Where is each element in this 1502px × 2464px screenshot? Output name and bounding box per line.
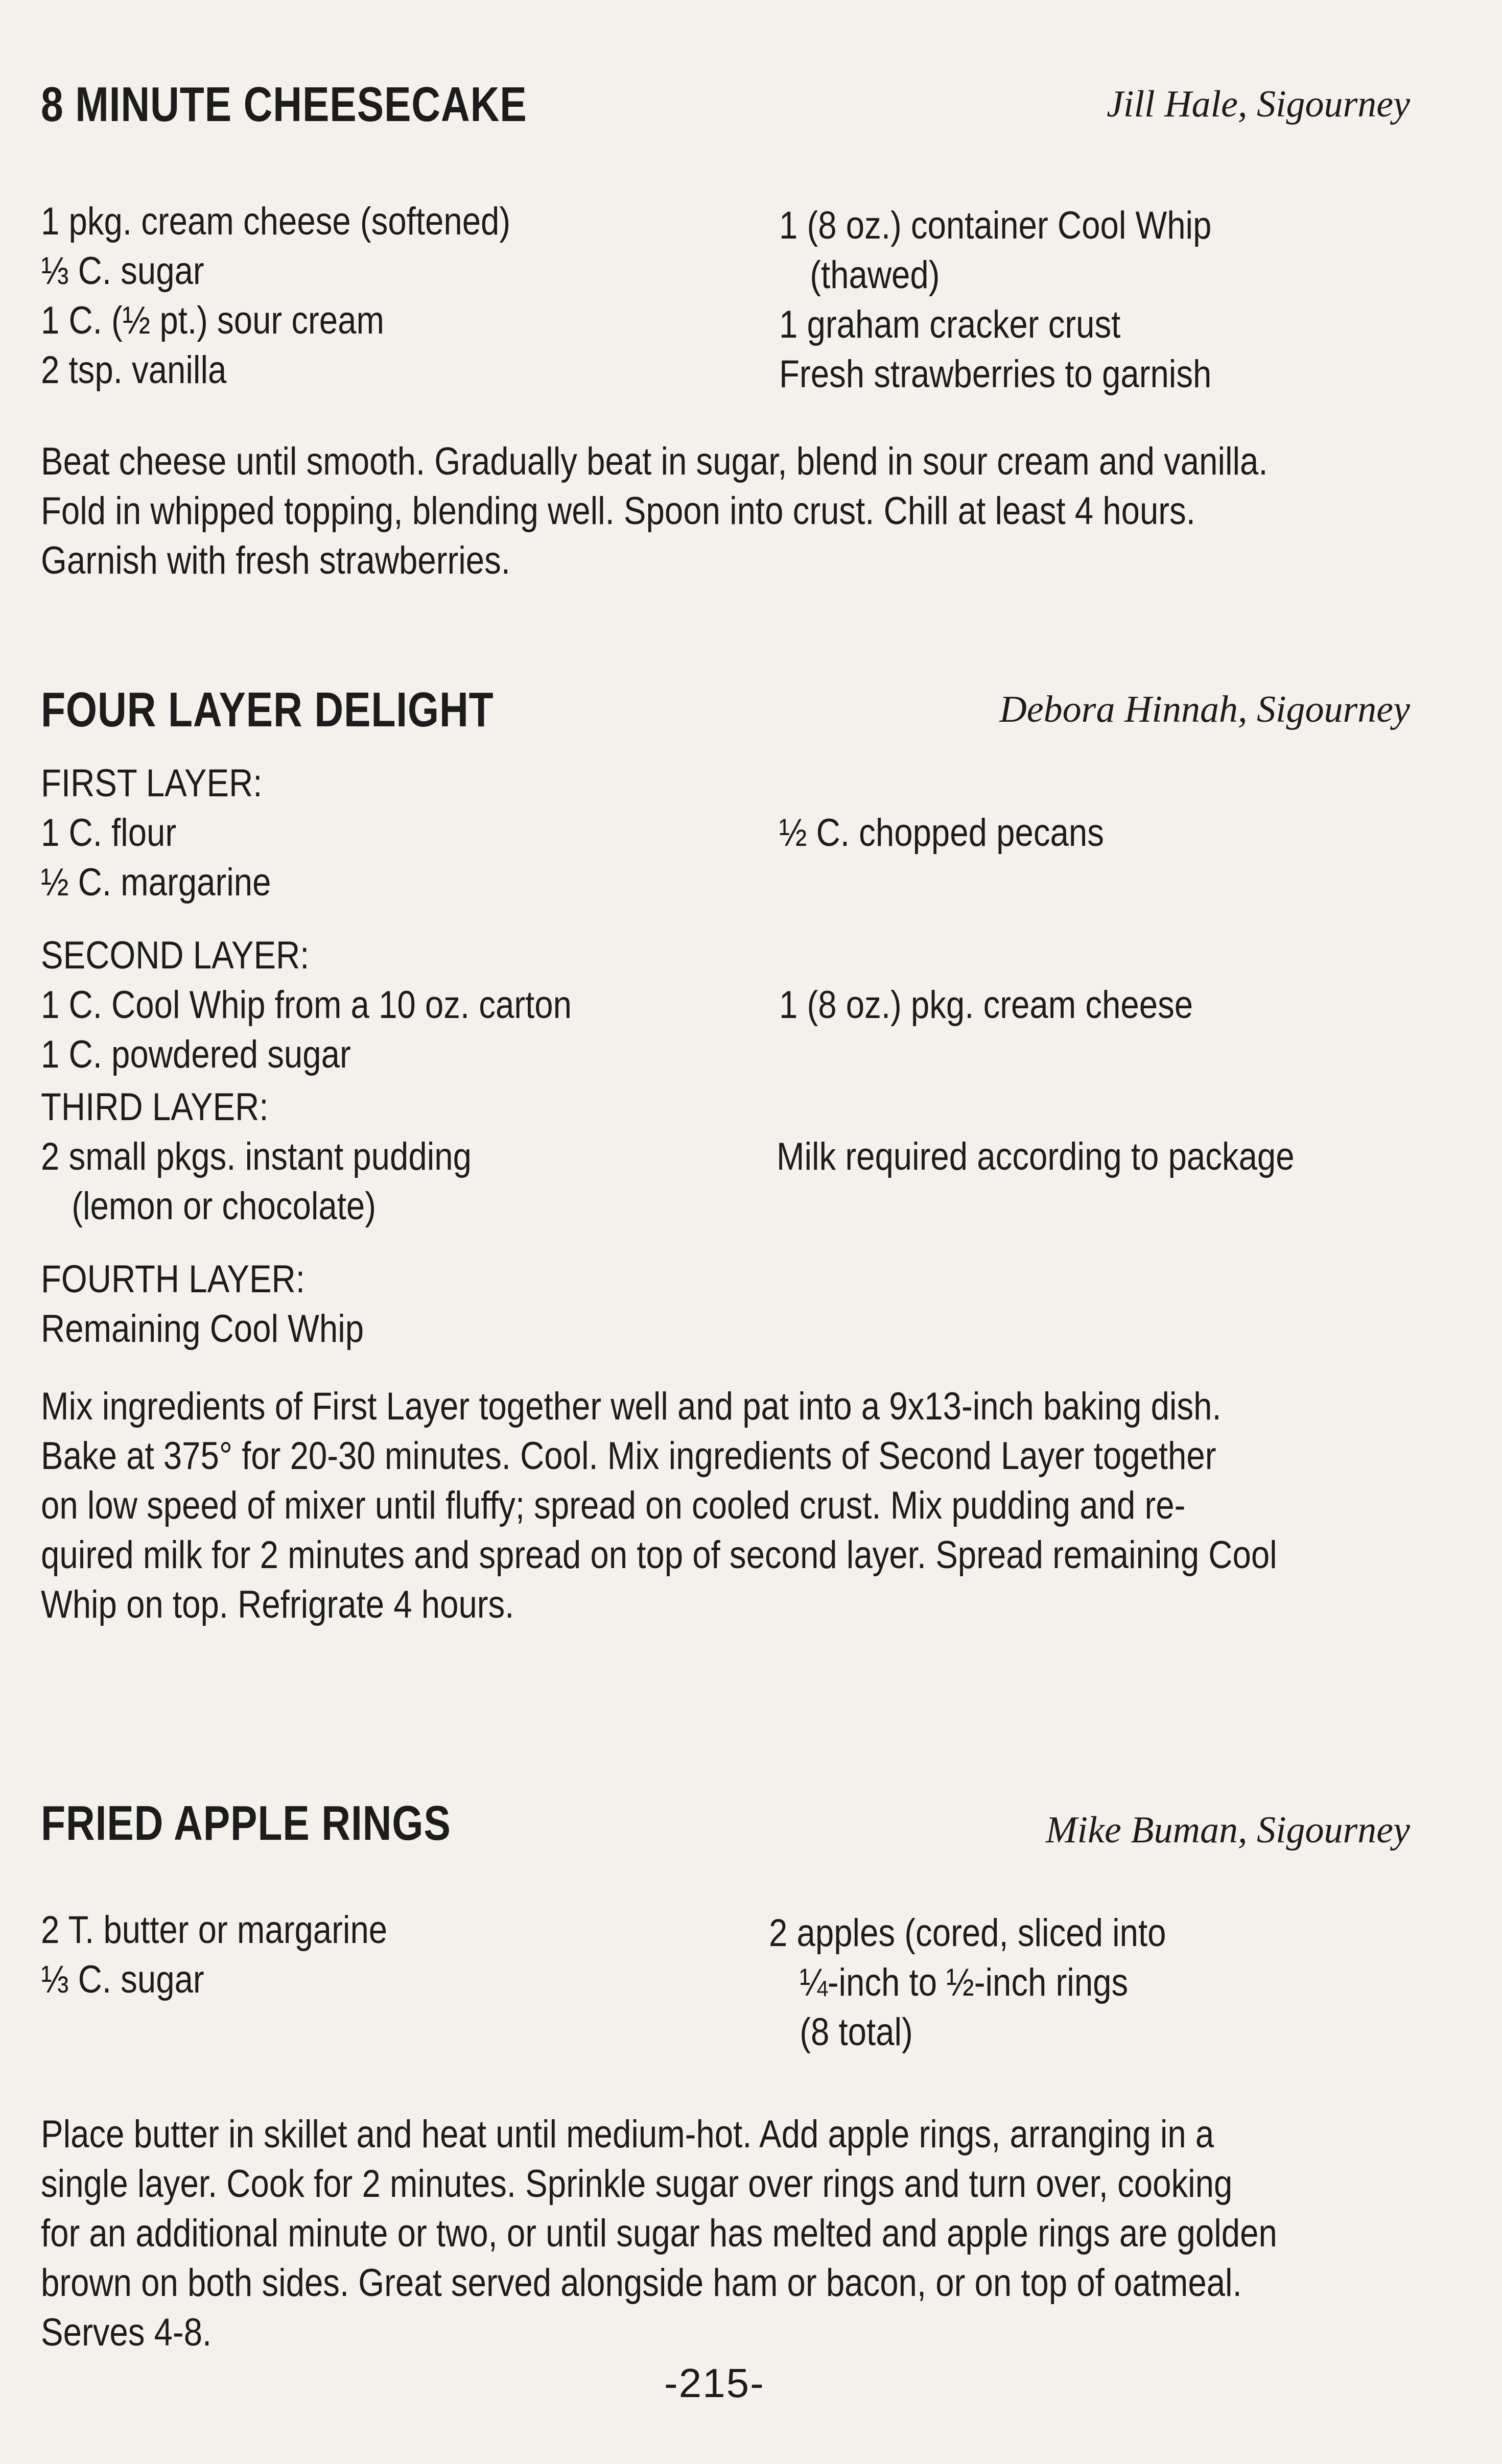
ingredient: (8 total)	[800, 2010, 913, 2054]
ingredient: (thawed)	[810, 253, 940, 297]
directions-line: Serves 4-8.	[41, 2311, 212, 2354]
directions-line: quired milk for 2 minutes and spread on top of second layer. Spread remaining Cool	[41, 1533, 1277, 1577]
recipe-title: FOUR LAYER DELIGHT	[41, 682, 494, 737]
directions-line: Beat cheese until smooth. Gradually beat in sugar, blend in sour cream and vanilla.	[41, 440, 1268, 483]
ingredient: Milk required according to package	[777, 1135, 1295, 1178]
ingredient: 2 apples (cored, sliced into	[769, 1911, 1166, 1955]
ingredient: 1 graham cracker crust	[779, 303, 1121, 346]
ingredient: 2 tsp. vanilla	[41, 348, 227, 392]
recipe-title: FRIED APPLE RINGS	[41, 1796, 451, 1851]
recipe-cheesecake	[41, 77, 1410, 585]
ingredient: ¼-inch to ½-inch rings	[800, 1961, 1129, 2004]
ingredient: 1 (8 oz.) container Cool Whip	[779, 204, 1212, 247]
directions-line: Bake at 375° for 20-30 minutes. Cool. Mix ingredients of Second Layer together	[41, 1434, 1216, 1478]
ingredient: 1 C. flour	[41, 811, 177, 855]
recipe-four-layer-delight	[41, 682, 1410, 1629]
ingredient: Fresh strawberries to garnish	[779, 352, 1212, 396]
directions-line: brown on both sides. Great served alongside ham or bacon, or on top of oatmeal.	[41, 2261, 1242, 2305]
directions-line: Place butter in skillet and heat until medium-hot. Add apple rings, arranging in a	[41, 2113, 1214, 2156]
directions-line: for an additional minute or two, or until sugar has melted and apple rings are golden	[41, 2212, 1277, 2255]
ingredient: ½ C. margarine	[41, 861, 271, 904]
ingredient: 1 C. powdered sugar	[41, 1033, 351, 1076]
ingredient: Remaining Cool Whip	[41, 1307, 364, 1351]
layer-label: FIRST LAYER:	[41, 762, 263, 805]
layer-label: THIRD LAYER:	[41, 1085, 269, 1129]
ingredient: ⅓ C. sugar	[41, 249, 204, 293]
ingredient: 1 pkg. cream cheese (softened)	[41, 200, 511, 243]
directions-line: on low speed of mixer until fluffy; spread on cooled crust. Mix pudding and re-	[41, 1484, 1186, 1527]
layer-label: SECOND LAYER:	[41, 934, 310, 977]
recipe-fried-apple-rings	[41, 1795, 1410, 2357]
ingredient: 2 T. butter or margarine	[41, 1908, 388, 1952]
directions-line: Mix ingredients of First Layer together well and pat into a 9x13-inch baking dish.	[41, 1385, 1222, 1428]
recipe-author: Jill Hale, Sigourney	[1107, 83, 1410, 125]
recipe-author: Mike Buman, Sigourney	[1045, 1809, 1410, 1851]
directions-line: Fold in whipped topping, blending well. Spoon into crust. Chill at least 4 hours.	[41, 489, 1195, 533]
ingredient: 1 (8 oz.) pkg. cream cheese	[779, 983, 1193, 1027]
directions-line: single layer. Cook for 2 minutes. Sprinkle sugar over rings and turn over, cooking	[41, 2162, 1233, 2206]
ingredient: (lemon or chocolate)	[72, 1184, 376, 1228]
layer-label: FOURTH LAYER:	[41, 1258, 305, 1301]
page-number: -215-	[664, 2360, 765, 2406]
directions-line: Garnish with fresh strawberries.	[41, 539, 510, 582]
ingredient: 1 C. Cool Whip from a 10 oz. carton	[41, 983, 572, 1027]
ingredient: 2 small pkgs. instant pudding	[41, 1135, 472, 1178]
ingredient: ⅓ C. sugar	[41, 1958, 204, 2001]
recipe-author: Debora Hinnah, Sigourney	[999, 689, 1410, 730]
recipe-title: 8 MINUTE CHEESECAKE	[41, 77, 527, 132]
ingredient: ½ C. chopped pecans	[779, 811, 1104, 855]
ingredient: 1 C. (½ pt.) sour cream	[41, 299, 384, 342]
directions-line: Whip on top. Refrigrate 4 hours.	[41, 1583, 514, 1626]
